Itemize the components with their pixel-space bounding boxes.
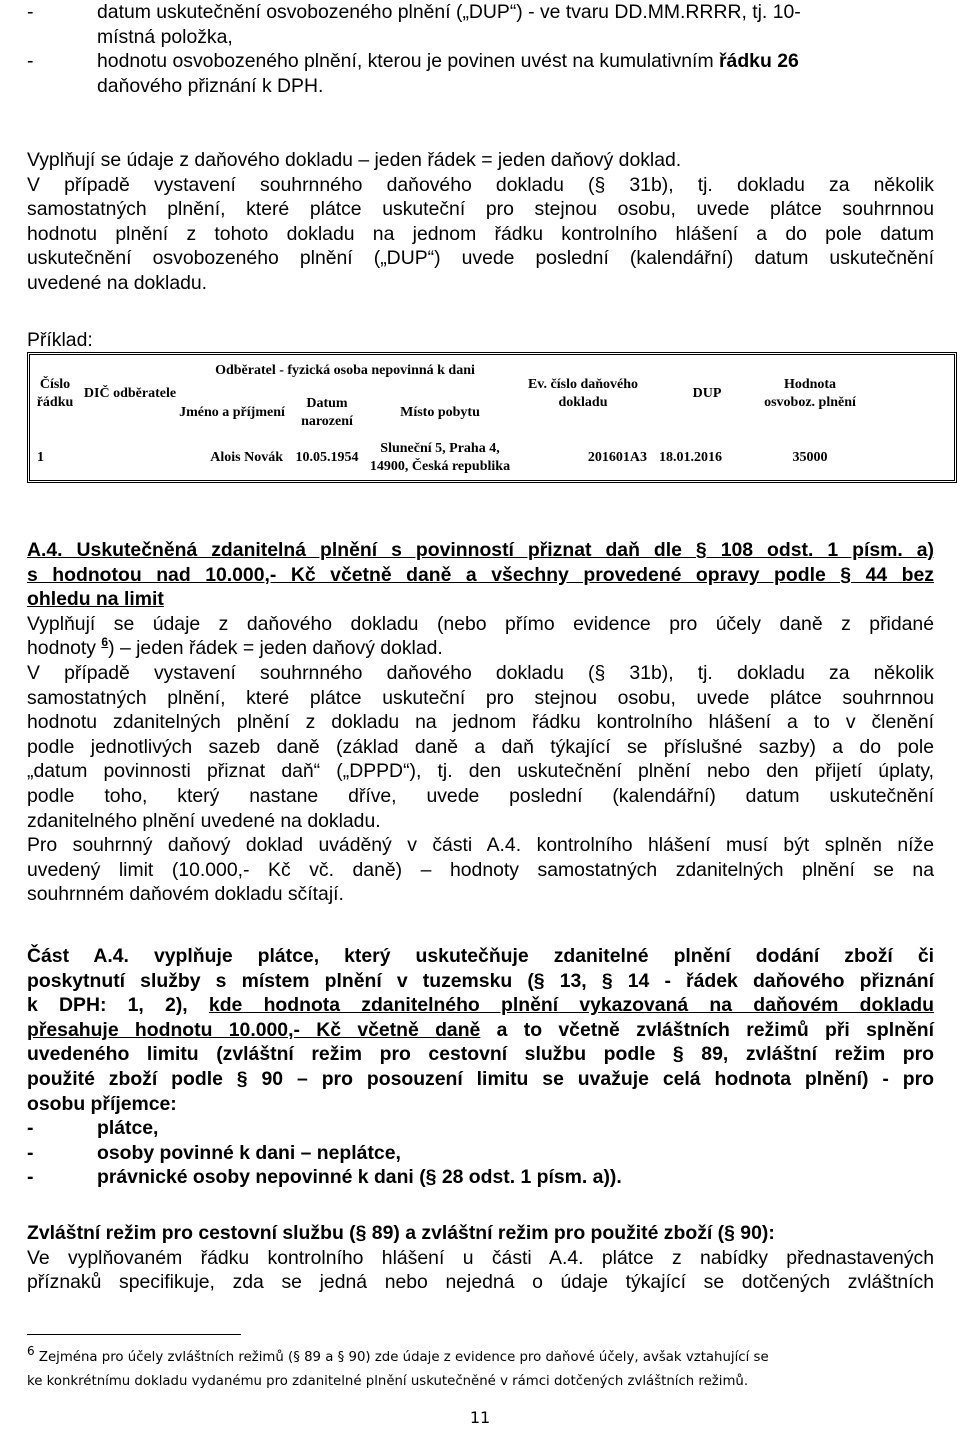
paragraph-line: „datum povinnosti přiznat daň“ („DPPD“), tj. den uskutečnění plnění nebo den přijetí úplaty, bbox=[27, 760, 934, 783]
header-value: Hodnota osvoboz. plnění bbox=[764, 377, 856, 410]
list-item: - právnické osoby nepovinné k dani (§ 28 odst. 1 písm. a)). bbox=[27, 1166, 622, 1189]
cell-address: Sluneční 5, Praha 4, 14900, Česká republika bbox=[369, 441, 511, 474]
paragraph-line: uvedeného limitu (zvláštní režim pro cestovní službu podle § 89, zvláštní režim pro bbox=[27, 1043, 934, 1066]
bullet-1: - datum uskutečnění osvobozeného plnění („DUP“) - ve tvaru DD.MM.RRRR, tj. 10- bbox=[27, 1, 801, 23]
cell-value: 35000 bbox=[792, 450, 828, 465]
paragraph-line: k DPH: 1, 2), kde hodnota zdanitelného plnění vykazovaná na daňovém dokladu bbox=[27, 994, 934, 1017]
list-item: - plátce, bbox=[27, 1117, 159, 1140]
paragraph-line: Vyplňují se údaje z daňového dokladu – jeden řádek = jeden daňový doklad. bbox=[27, 149, 682, 171]
section-a4 bbox=[27, 538, 934, 907]
paragraph-line: použité zboží podle § 90 – pro posouzení limitu se uvažuje celá hodnota plnění) - pro bbox=[27, 1067, 934, 1090]
paragraph-line: osobu příjemce: bbox=[27, 1092, 177, 1115]
paragraph-line: uvedené na dokladu. bbox=[27, 271, 208, 294]
cell-birth: 10.05.1954 bbox=[295, 450, 359, 465]
section-a4-heading-cont: ohledu na limit bbox=[27, 588, 164, 611]
cell-row-number: 1 bbox=[37, 450, 44, 465]
paragraph-line: zdanitelného plnění uvedené na dokladu. bbox=[27, 809, 381, 832]
header-ev-number: Ev. číslo daňového dokladu bbox=[527, 377, 639, 410]
paragraph-line: Část A.4. vyplňuje plátce, který uskutečňuje zdanitelné plnění dodání zboží či bbox=[27, 945, 934, 967]
paragraph-line: uskutečnění osvobozeného plnění („DUP“) uvede poslední (kalendářní) datum uskutečnění bbox=[27, 247, 934, 270]
bullet-2-cont: daňového přiznání k DPH. bbox=[97, 74, 324, 97]
footnote-number: 6 bbox=[27, 1343, 35, 1358]
header-dic: DIČ odběratele bbox=[83, 386, 177, 401]
footnote-ref[interactable]: 6 bbox=[101, 634, 109, 649]
paragraph-line: hodnotu zdanitelných plnění z dokladu na jednom řádku kontrolního hlášení a to v členění bbox=[27, 711, 934, 734]
paragraph-line: příznaků specifikuje, zda se jedná nebo nejedná o údaje týkající se dotčených zvláštních bbox=[27, 1271, 934, 1294]
header-row-number: Číslo řádku bbox=[36, 377, 74, 410]
intro-bullets bbox=[27, 0, 934, 98]
section-heading: Zvláštní režim pro cestovní službu (§ 89) a zvláštní režim pro použité zboží (§ 90): bbox=[27, 1222, 775, 1244]
section-cast-a4 bbox=[27, 944, 934, 1190]
footnote: $^6$ Zejména pro účely zvláštních režimů (§ 89 a § 90) zde údaje z evidence pro daňové účely, avšak vztahující se ke konkrétnímu dokladu vydanému pro zdanitelné plnění uskutečněné v rámci dotčených zvláštních režimů. bbox=[27, 1343, 769, 1389]
table-row bbox=[27, 436, 959, 480]
bullet-1-cont: místná položka, bbox=[97, 25, 233, 48]
paragraph-line: podle toho, který nastane dříve, uvede poslední (kalendářní) datum uskutečnění bbox=[27, 784, 934, 807]
cell-dup: 18.01.2016 bbox=[659, 450, 722, 465]
header-name: Jméno a příjmení bbox=[179, 405, 285, 420]
bullet-2: - hodnotu osvobozeného plnění, kterou je povinen uvést na kumulativním řádku 26 bbox=[27, 50, 799, 73]
paragraph-summary-doc bbox=[27, 148, 934, 296]
section-a4-heading-cont: s hodnotou nad 10.000,- Kč včetně daně a všechny provedené opravy podle § 44 bez bbox=[27, 563, 934, 586]
paragraph-line: V případě vystavení souhrnného daňového dokladu (§ 31b), tj. dokladu za několik bbox=[27, 173, 934, 196]
paragraph-line: poskytnutí služby s místem plnění v tuzemsku (§ 13, § 14 - řádek daňového přiznání bbox=[27, 969, 934, 992]
paragraph-line: Pro souhrnný daňový doklad uváděný v části A.4. kontrolního hlášení musí být splněn níže bbox=[27, 834, 934, 857]
list-item: - osoby povinné k dani – neplátce, bbox=[27, 1141, 401, 1164]
paragraph-line: V případě vystavení souhrnného daňového dokladu (§ 31b), tj. dokladu za několik bbox=[27, 661, 934, 684]
example-table bbox=[27, 352, 959, 480]
paragraph-line: samostatných plnění, které plátce uskuteční pro stejnou osobu, uvede plátce souhrnnou bbox=[27, 686, 934, 709]
cell-name: Alois Novák bbox=[210, 450, 283, 465]
paragraph-line: samostatných plnění, které plátce uskuteční pro stejnou osobu, uvede plátce souhrnnou bbox=[27, 198, 934, 221]
header-address: Místo pobytu bbox=[400, 405, 480, 420]
paragraph-line: uvedený limit (10.000,- Kč vč. daně) – hodnoty samostatných zdanitelných plnění se na bbox=[27, 858, 934, 881]
footnote-separator bbox=[27, 1334, 241, 1335]
paragraph-line: přesahuje hodnotu 10.000,- Kč včetně daně a to včetně zvláštních režimů při splnění bbox=[27, 1018, 934, 1041]
section-a4-heading: A.4. Uskutečněná zdanitelná plnění s povinností přiznat daň dle § 108 odst. 1 písm. a) bbox=[27, 539, 934, 561]
cell-dic bbox=[83, 436, 177, 480]
paragraph-line: Ve vyplňovaném řádku kontrolního hlášení u části A.4. plátce z nabídky přednastavených bbox=[27, 1246, 934, 1269]
header-dup: DUP bbox=[692, 386, 722, 401]
example-label: Příklad: bbox=[27, 329, 93, 351]
paragraph-line: Vyplňují se údaje z daňového dokladu (nebo přímo evidence pro účely daně z přidané bbox=[27, 612, 934, 635]
paragraph-line: hodnotu plnění z tohoto dokladu na jednom řádku kontrolního hlášení a do pole datum bbox=[27, 222, 934, 245]
paragraph-line: podle jednotlivých sazeb daně (základ daně a daň týkající se příslušné sazby) a do pole bbox=[27, 735, 934, 758]
header-customer-group: Odběratel - fyzická osoba nepovinná k dani bbox=[215, 363, 475, 378]
page-number: 11 bbox=[469, 1408, 491, 1427]
section-special-regime bbox=[27, 1221, 934, 1295]
paragraph-line: hodnoty $^6$) – jeden řádek = jeden daňový doklad. bbox=[27, 634, 443, 660]
paragraph-line: souhrnném daňovém dokladu sčítají. bbox=[27, 883, 344, 906]
cell-ev-number: 201601A3 bbox=[587, 450, 647, 465]
header-birth: Datum narození bbox=[301, 396, 353, 429]
